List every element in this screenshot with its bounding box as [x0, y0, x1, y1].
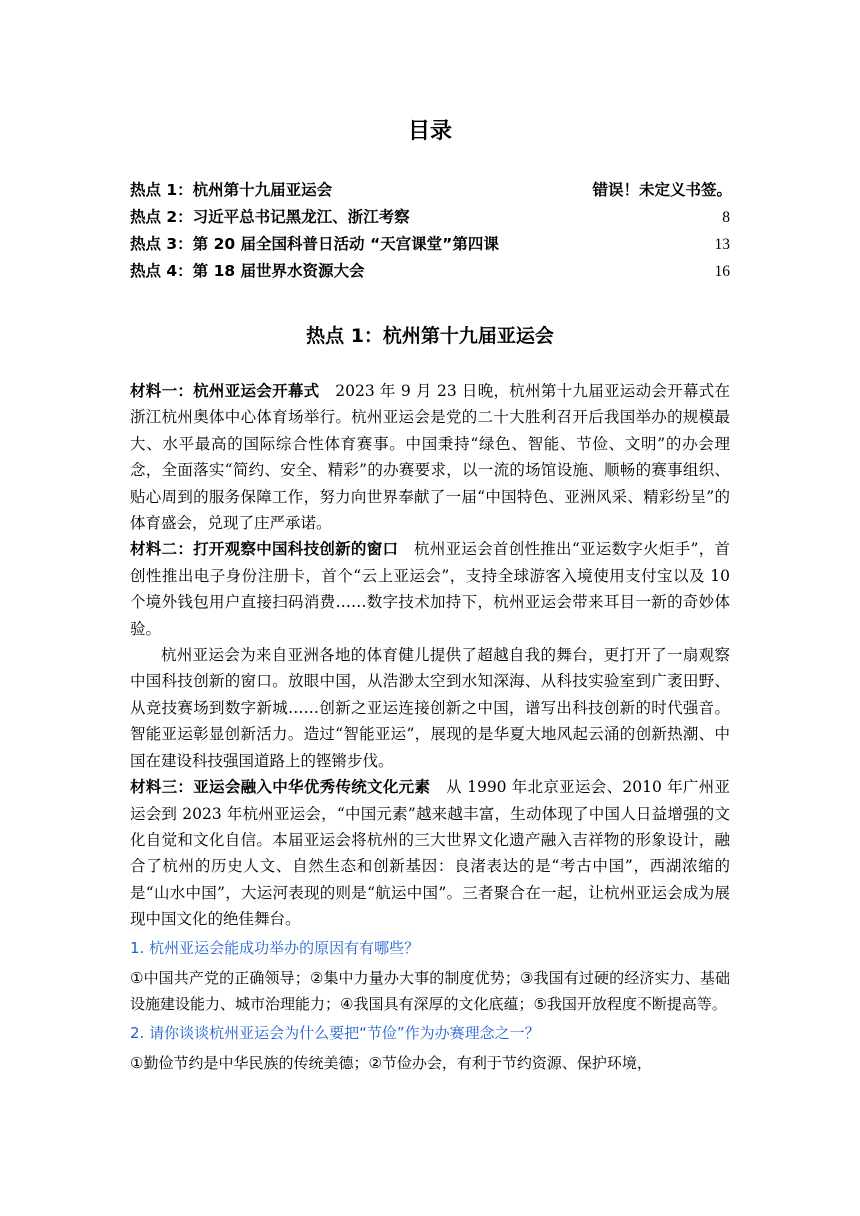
toc-entry-label: 热点 1：杭州第十九届亚运会: [130, 181, 333, 199]
toc-entry[interactable]: [130, 178, 730, 205]
material-paragraph: [130, 378, 730, 536]
material-text: 杭州亚运会为来自亚洲各地的体育健儿提供了超越自我的舞台，更打开了一扇观察中国科技创新的窗口。放眼中国，从浩渺太空到水知深海、从科技实验室到广袤田野、从竞技赛场到数字新城……创新之亚运连接创新之中国，谱写出科技创新的时代强音。智能亚运彰显创新活力。造过“智能亚运”，展现的是华夏大地风起云涌的创新热潮、中国在建设科技强国道路上的铿锵步伐。: [130, 646, 730, 770]
toc-entry-label: 热点 3：第 20 届全国科普日活动 “天宫课堂”第四课: [130, 235, 499, 253]
section-body: [130, 378, 730, 1077]
material-paragraph: [130, 642, 730, 774]
toc-entry-page: 13: [714, 236, 730, 253]
toc-entry[interactable]: [130, 259, 730, 286]
material-text: 杭州亚运会首创性推出“亚运数字火炬手”，首创性推出电子身份注册卡，首个“云上亚运会”，支持全球游客入境使用支付宝以及 10 个境外钱包用户直接扫码消费……数字技术加持下，杭州亚运会带来耳目一新的奇妙体验。: [130, 540, 730, 638]
toc-title: 目录: [407, 119, 452, 144]
answer: ①中国共产党的正确领导；②集中力量办大事的制度优势；③我国有过硬的经济实力、基础设施建设能力、城市治理能力；④我国具有深厚的文化底蕴；⑤我国开放程度不断提高等。: [130, 968, 730, 1014]
question: 2. 请你谈谈杭州亚运会为什么要把“节俭”作为办赛理念之一？: [130, 1023, 540, 1042]
toc-entry-label: 热点 2：习近平总书记黑龙江、浙江考察: [130, 208, 410, 226]
toc-entry-page: 错误！未定义书签。: [592, 181, 732, 199]
material-label: 材料三：亚运会融入中华优秀传统文化元素: [130, 778, 431, 797]
section-heading: 热点 1：杭州第十九届亚运会: [306, 325, 554, 347]
toc-entry[interactable]: [130, 205, 730, 232]
material-paragraph: [130, 536, 730, 642]
material-text: 2023 年 9 月 23 日晚，杭州第十九届亚运动会开幕式在浙江杭州奥体中心体育场举行。杭州亚运会是党的二十大胜利召开后我国举办的规模最大、水平最高的国际综合性体育赛事。中国秉持“绿色、智能、节俭、文明”的办会理念，全面落实“简约、安全、精彩”的办赛要求，以一流的场馆设施、顺畅的赛事组织、贴心周到的服务保障工作，努力向世界奉献了一届“中国特色、亚洲风采、精彩纷呈”的体育盛会，兑现了庄严承诺。: [130, 382, 730, 533]
question: 1. 杭州亚运会能成功举办的原因有有哪些？: [130, 938, 420, 957]
toc-entry-page: 8: [722, 209, 730, 226]
toc-entry-label: 热点 4：第 18 届世界水资源大会: [130, 262, 365, 280]
material-label: 材料二：打开观察中国科技创新的窗口: [130, 540, 399, 559]
toc-entry-page: 16: [714, 263, 730, 280]
material-paragraph: [130, 774, 730, 932]
answer: ①勤俭节约是中华民族的传统美德；②节俭办会，有利于节约资源、保护环境，: [130, 1054, 652, 1073]
material-label: 材料一：杭州亚运会开幕式: [130, 382, 320, 400]
toc-entry[interactable]: [130, 232, 730, 259]
table-of-contents: [130, 178, 730, 286]
material-text: 从 1990 年北京亚运会、2010 年广州亚运会到 2023 年杭州亚运会，“中国元素”越来越丰富，生动体现了中国人日益增强的文化自觉和文化自信。本届亚运会将杭州的三大世界文化遗产融入吉祥物的形象设计，融合了杭州的历史人文、自然生态和创新基因：良渚表达的是“考古中国”，西湖浓缩的是“山水中国”，大运河表现的则是“航运中国”。三者聚合在一起，让杭州亚运会成为展现中国文化的绝佳舞台。: [130, 778, 730, 929]
